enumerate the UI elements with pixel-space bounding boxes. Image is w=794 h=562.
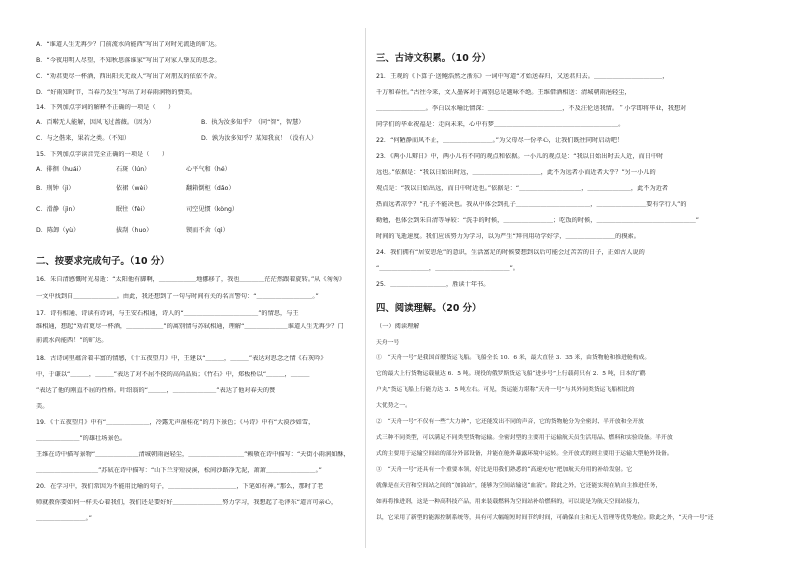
option-line: D．“好雨知时节，当春乃发生”写出了对春雨润物的赞美。 xyxy=(36,89,197,96)
option-line: C．“劝君更尽一杯酒，西出阳关无故人”写出了对朋友的依依不舍。 xyxy=(36,73,221,80)
pinyin-option: D．陈卸（yù） xyxy=(36,227,80,234)
passage-line: 以，它采用了新型的能源控制系统等，具有可大幅缩短时间节约时间，可确保自主和无人管理等优势地位。除此之外，“天舟一号”还 xyxy=(376,515,714,521)
question-line: 观点是：“我以日始出远，而日中时近也。”依据是：“＿＿＿＿＿＿＿＿＿＿，＿＿＿＿＿＿＿，此不为近者 xyxy=(376,185,669,192)
passage-line: ② “天舟一号”不仅有一些“大力神”，它还能发出不同的声音，它的货物舱分为全密封、半开放和全开放 xyxy=(376,419,644,425)
pinyin-option: A．徘徊（huái） xyxy=(36,166,85,173)
section-3-title: 三、古诗文积累。（10 分） xyxy=(376,53,491,64)
question-14-options-row1 xyxy=(36,119,354,127)
option-b: B．执为汝多知乎？（同“智”，智慧） xyxy=(201,119,305,126)
question-15-stem: 15．下列加点字读音完全正确的一项是（ ） xyxy=(36,151,169,158)
section-2-title: 二、按要求完成句子。（10 分） xyxy=(36,256,170,267)
question-14-stem: 14．下列加点字词的解释不正确的一项是（ ） xyxy=(36,104,175,111)
passage-line: 式的主要用于运输空间站的部分外部设备，并能在舱外暴露环境中运转。全开放式的则主要用于运输大型舱外设备。 xyxy=(376,451,673,457)
column-divider xyxy=(365,28,366,548)
option-line: B．“今夜用明人尽望，不知秋思落谁家”写出了对家人挚友的思念。 xyxy=(36,57,221,64)
option-line: A．“谁道人生无再少？门前流水尚能西”写出了对时光流逝的旷达。 xyxy=(36,41,221,48)
pinyin-option: 翻箱倒柜（dǎo） xyxy=(186,185,235,192)
passage-title: 天舟一号 xyxy=(376,340,400,346)
question-15-row xyxy=(36,227,354,235)
section-4-subtitle: （一）阅读理解 xyxy=(376,323,420,330)
pinyin-option: 眠往（fèi） xyxy=(116,206,149,213)
pinyin-option: 心平气和（hé） xyxy=(186,166,231,173)
question-line: 远也。”依据是：“我以日始出时远，＿＿＿＿＿＿＿＿＿＿＿，此不为远者小而近者大乎？”另一小儿的 xyxy=(376,169,656,176)
question-line: 25．＿＿＿＿＿＿＿＿＿，胜读十年书。 xyxy=(376,281,490,288)
question-line: 24．我们拥有“居安思危”的意识，生活富足的时候要想到以后可能会过苦苦的日子，正如古人说的 xyxy=(376,249,645,256)
passage-line: 户丸”货运飞船上行能力达 3．5 吨左右。可见，货运能力堪称“天舟一号”与其外同类货运飞船相比的 xyxy=(376,387,635,393)
question-line: ＿＿＿＿＿＿＿＿＿＿”苏轼在诗中描写：“山下兰芽短浸溪，松间沙路净无泥，萧萧＿＿＿＿＿＿＿＿。” xyxy=(36,467,322,474)
section-4-title: 四、阅读理解。（20 分） xyxy=(376,303,482,314)
question-line: 22．“何陋静而风不止，＿＿＿＿＿＿＿＿。”为父母尽一份孝心，让我们既往同时启动吧！ xyxy=(376,137,624,144)
question-line: 维相通，想起“劝君更尽一杯酒，＿＿＿＿＿＿”的离别情与苏轼相通，理解“＿＿＿＿＿＿＿谁道人生无再少？门 xyxy=(36,323,344,330)
pinyin-option: 锲而不舍（qì） xyxy=(186,227,229,234)
option-d: D．孰为汝多知乎？某知我哀！（没有人） xyxy=(201,135,318,142)
option-c: C．与之偕来，果若之类。（不知） xyxy=(36,135,131,142)
question-line: 21．王观的《卜算子·送鲍浩然之浙东》一词中写道“才始送春归，又送君归去。＿＿＿＿＿＿＿＿＿＿＿， xyxy=(376,73,669,80)
pinyin-option: 石斑（lún） xyxy=(116,166,151,173)
question-line: 前流水尚能西！”的旷达。 xyxy=(36,337,108,344)
question-line: ＿＿＿＿＿＿＿＿。” xyxy=(36,515,92,522)
passage-line: ① “天舟一号”是我国首艘货运飞船。飞船全长 10．6 米，最大直径 3．35 米，由货物舱和推进舱构成。 xyxy=(376,355,651,361)
question-line: 19．《十五夜望月》中有“＿＿＿＿＿＿＿，冷露无声湿桂花”的月下景色；《马诗》中有“大漠沙如雪， xyxy=(36,419,315,426)
question-line: 中，于谦以“＿＿＿，＿＿＿”表达了对不屈不挠的高尚品质；《竹石》中，郑板桥以“＿＿＿，＿＿＿ xyxy=(36,371,310,378)
passage-line: 就像是在天宫和空间站之间的“加油站”，能够为空间站输送“血液”。除此之外，它还能实现在轨自主推进任务， xyxy=(376,483,662,489)
question-line: “＿＿＿＿＿＿＿＿，＿＿＿＿＿＿＿＿＿＿＿＿”。 xyxy=(376,265,520,272)
question-line: 时间的飞逝速度。我们应该努力为学习，以为严生“拜刊用功学好学，＿＿＿＿＿＿＿＿的摸索。 xyxy=(376,233,640,240)
question-15-row xyxy=(36,185,354,193)
question-line: 20．在学习中，我们常因为不能用比喻的句子，＿＿＿＿＿＿＿＿＿＿＿，下笔如有神。”那么，那时了老 xyxy=(36,483,324,490)
question-line: 18．古诗词里蕴含着丰富的情感，《十五夜望月》中，王建以“＿＿＿，＿＿＿”表达对思念之情《石灰吟》 xyxy=(36,355,327,362)
passage-line: 大优势之一。 xyxy=(376,403,411,409)
pinyin-option: 依裙（wèi） xyxy=(116,185,152,192)
option-a: A．百啭无人能解，因风飞过蔷薇。（因为） xyxy=(36,119,155,126)
question-line: ”表达了他的刚直不屈的性格。叶绍翁的“＿＿＿，＿＿＿＿＿＿＿”表达了他对春天的赞 xyxy=(36,387,276,394)
question-line: ＿＿＿＿＿＿＿＿。李白以水喻比情深：＿＿＿＿＿＿＿＿＿＿＿＿，不及汪伦送我情。＂小学即将毕业，我想对 xyxy=(376,105,687,112)
question-line: 师就教你要如何一样关心着我们，我们还是要好好＿＿＿＿＿＿＿＿努力学习，我想起了毛泽东“道言可亲心， xyxy=(36,499,338,506)
pinyin-option: 司空见惯（kòng） xyxy=(186,206,239,213)
question-15-row xyxy=(36,206,354,214)
passage-line: 式三种不同类型，可以满足不同类型货物运输。全密封型的主要用于运输航天员生活用品、燃料和实验设备。半开放 xyxy=(376,435,673,441)
question-line: 王维在诗中描写景物“＿＿＿＿＿＿＿清城朝雨浥轻尘，＿＿＿＿＿＿＿＿＿”赖敬在诗中描写：“天街小雨润如酥， xyxy=(36,451,350,458)
passage-line: 如再将推进剂，这是一种高科技产品，用来装载燃料为空间站补给燃料的，可以说是为航天空间站接力， xyxy=(376,499,644,505)
question-line: 同学们的毕业祝福是：走向未来，心中有梦＿＿＿＿＿＿＿＿＿＿＿＿＿＿＿＿＿＿＿＿。 xyxy=(376,121,625,128)
question-line: 23．《两小儿辩日》中，两小儿有不同的观点和依据。一小儿的观点是：“我以日始出时去人近，而日中时 xyxy=(376,153,664,160)
question-14-options-row2 xyxy=(36,135,354,143)
pinyin-option: C．滑静（jìn） xyxy=(36,206,79,213)
passage-line: 它的最大上行货物运载量达 6．5 吨。现役的俄罗斯货运飞船“进步号”上行载荷只有 2．5 吨，日本的“鹳 xyxy=(376,371,646,377)
question-line: 17．诗有相通、诗读有诗词，与王安石相通，诗人的“＿＿＿＿＿＿＿＿＿＿＿＿”的情思，与王 xyxy=(36,310,299,317)
question-15-row xyxy=(36,166,354,174)
pinyin-option: B．刑钟（jì） xyxy=(36,185,75,192)
question-line: ＿＿＿＿＿＿＿”的雄壮场景色。 xyxy=(36,435,127,442)
question-line: 千万和春住。”古往今来，文人墨客对于离别总是题咏不绝。王维借酒相送：清城朝雨浥轻尘， xyxy=(376,89,631,96)
passage-line: ③ “天舟一号”还具有一个重要本领，好比是用我们熟悉的“高速充电”把加航天舟用的补给发射。它 xyxy=(376,467,633,473)
question-line: 美。 xyxy=(36,403,49,410)
pinyin-option: 拔刮（huo） xyxy=(116,227,153,234)
question-line: 热而远者凉乎？”孔子不能决也。我从中体会到孔子＿＿＿＿＿＿＿＿＿＿＿＿，＿＿＿＿＿＿＿＿要有学行人”的 xyxy=(376,201,687,208)
question-line: 一文中找到自＿＿＿＿＿＿＿。由此，我还想到了一句与时间有关的名言警句：“＿＿＿＿＿＿＿＿＿。” xyxy=(36,293,319,300)
question-line: 勤勉，也体会到朱自清等导较：“洗手的时候，＿＿＿＿＿＿＿＿；吃饭的时候，＿＿＿＿＿＿＿＿＿＿＿＿＿＿＿＿” xyxy=(376,217,700,224)
question-line: 16．朱自清感慨时光易逝：“太阳他有脚啊，＿＿＿＿＿＿地挪移了，我也＿＿＿＿茫茫然跟着旋转。”从《匆匆》 xyxy=(36,276,346,283)
